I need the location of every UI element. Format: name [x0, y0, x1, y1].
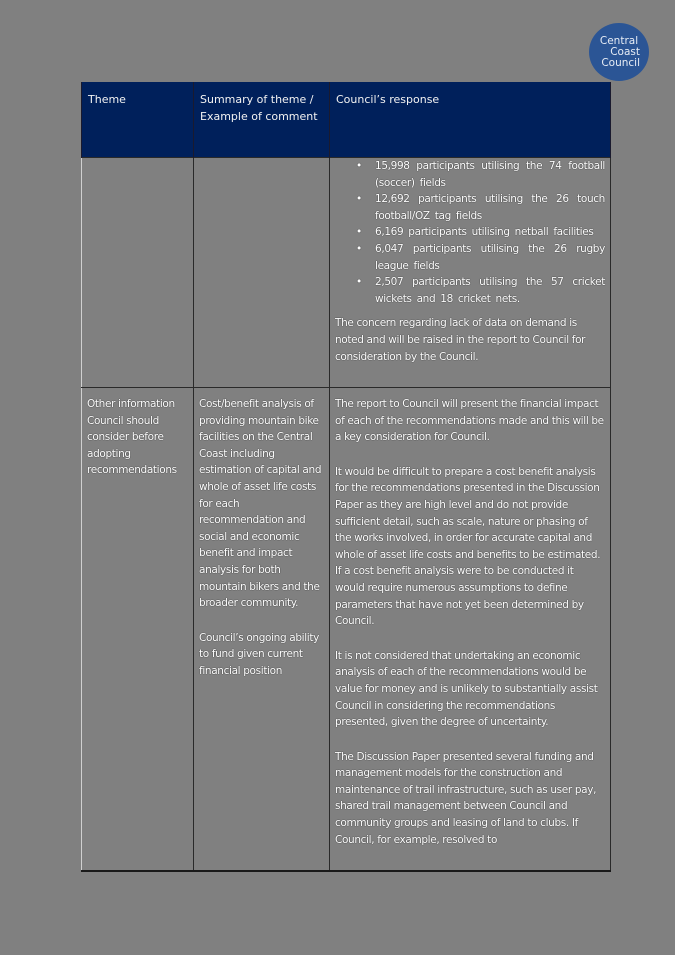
header-summary: Summary of theme / Example of comment	[194, 82, 330, 158]
list-item: • 12,692 participants utilising the 26 touch football/OZ tag fields	[375, 191, 605, 224]
central-coast-council-logo	[589, 23, 649, 81]
cell-summary	[194, 388, 330, 872]
cell-response	[330, 388, 611, 872]
summary-paragraph: Cost/benefit analysis of providing mountain bike facilities on the Central Coast including estimation of capital and whole of asset life costs for each recommendation and social and economic benefit and impact analysis for both mountain bikers and the broader community.	[199, 398, 322, 610]
table-row	[82, 388, 611, 872]
cell-theme	[82, 158, 194, 388]
logo-line-3: Council	[601, 56, 640, 69]
response-paragraph: The Discussion Paper presented several funding and management models for the construction and maintenance of trail infrastructure, such as user pay, shared trail management between Council and community groups and leasing of land to clubs. If Council, for example, resolved to	[335, 750, 597, 846]
response-paragraph: The concern regarding lack of data on demand is noted and will be raised in the report to Council for consideration by the Council.	[335, 317, 586, 363]
response-paragraph: It would be difficult to prepare a cost benefit analysis for the recommendations presented in the Discussion Paper as they are high level and do not provide sufficient detail, such as scale, nature or phasing of the works involved, in order for accurate capital and whole of asset life costs and benefits to be estimated. If a cost benefit analysis were to be conducted it would require numerous assumptions to define parameters that have not yet been determined by Council.	[335, 465, 601, 628]
summary-paragraph: Council’s ongoing ability to fund given current financial position	[199, 631, 319, 677]
participation-list	[335, 158, 605, 307]
list-item: • 6,169 participants utilising netball facilities	[375, 224, 605, 241]
header-response: Council’s response	[330, 82, 611, 158]
cell-response	[330, 158, 611, 388]
header-theme: Theme	[82, 82, 194, 158]
cell-summary	[194, 158, 330, 388]
cell-theme: Other information Council should consider before adopting recommendations	[82, 388, 194, 872]
submissions-response-table	[81, 82, 611, 872]
logo-line-1: Central	[599, 34, 639, 47]
response-paragraph: The report to Council will present the financial impact of each of the recommendations made and this will be a key consideration for Council.	[335, 398, 604, 444]
table-header-row	[82, 82, 611, 158]
table-row	[82, 158, 611, 388]
logo-line-2: Coast	[610, 45, 640, 58]
list-item: • 2,507 participants utilising the 57 cricket wickets and 18 cricket nets.	[375, 274, 605, 307]
list-item: • 15,998 participants utilising the 74 football (soccer) fields	[375, 158, 605, 191]
list-item: • 6,047 participants utilising the 26 rugby league fields	[375, 241, 605, 274]
response-paragraph: It is not considered that undertaking an economic analysis of each of the recommendations would be value for money and is unlikely to substantially assist Council in considering the recommendations presented, given the degree of uncertainty.	[335, 649, 598, 729]
